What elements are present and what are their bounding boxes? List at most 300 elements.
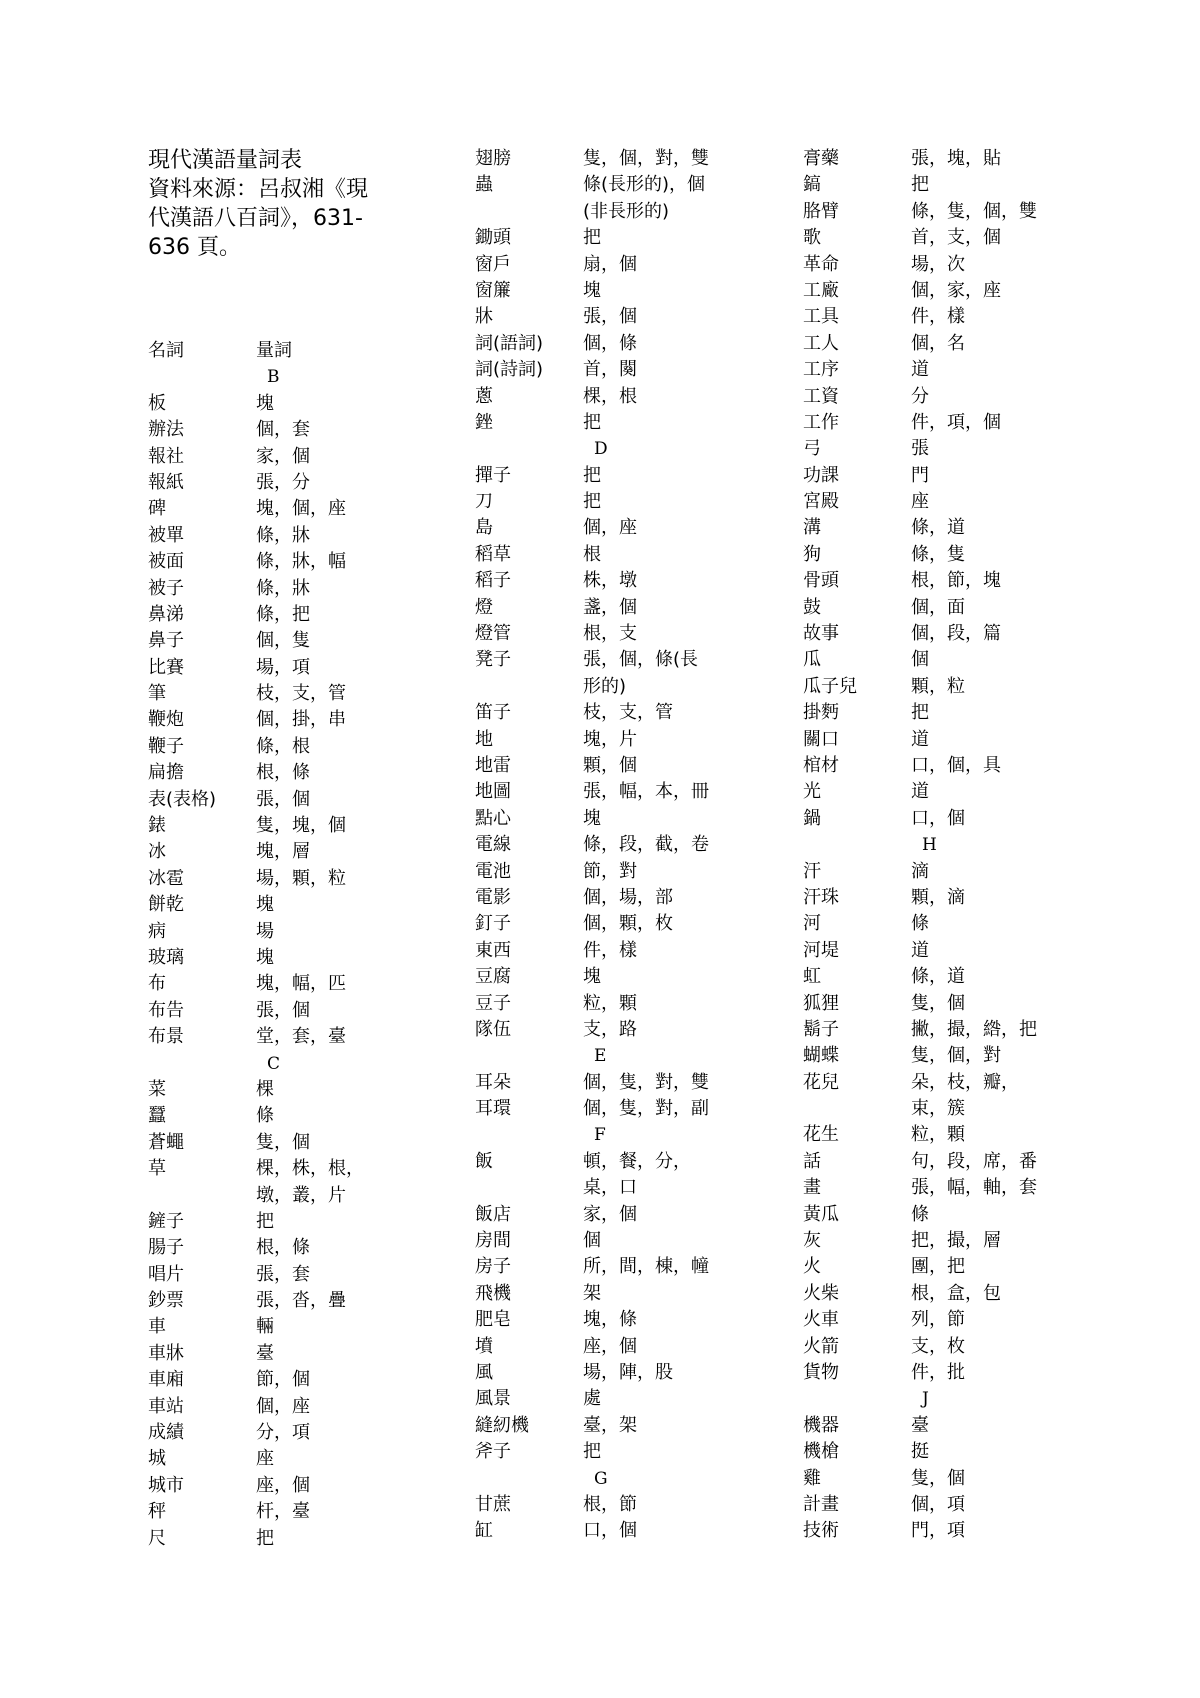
noun-cell: 蔥 <box>475 385 493 407</box>
measure-word-cell: 墩，叢，片 <box>256 1184 346 1206</box>
measure-word-cell: 架 <box>583 1282 601 1304</box>
table-row <box>148 1103 468 1129</box>
table-row <box>803 1096 1123 1122</box>
table-row <box>475 1360 795 1386</box>
measure-word-cell: 根，條 <box>256 1237 310 1259</box>
table-row <box>803 1043 1123 1069</box>
table-row <box>803 911 1123 937</box>
noun-cell: 房間 <box>475 1230 511 1252</box>
noun-cell: 掛麪 <box>803 702 839 724</box>
measure-word-cell: 塊 <box>583 279 601 301</box>
table-row <box>803 727 1123 753</box>
table-row <box>475 1307 795 1333</box>
measure-word-cell: 首，闋 <box>583 359 637 381</box>
table-row <box>148 787 468 813</box>
table-row <box>475 753 795 779</box>
noun-cell: 工具 <box>803 306 839 328</box>
noun-cell: 功課 <box>803 464 839 486</box>
noun-cell: 刀 <box>475 491 493 513</box>
noun-cell <box>803 1096 911 1122</box>
noun-cell: 撣子 <box>475 464 511 486</box>
table-column-2 <box>475 146 795 1545</box>
noun-cell: 菜 <box>148 1078 166 1100</box>
source-line: 636 頁。 <box>148 235 241 260</box>
table-row <box>148 892 468 918</box>
noun-cell: 唱片 <box>148 1263 184 1285</box>
measure-word-cell: 支，枚 <box>911 1335 965 1357</box>
measure-word-cell: 處 <box>583 1388 601 1410</box>
table-row <box>148 1314 468 1340</box>
column-3-rows <box>803 146 1123 1545</box>
table-row <box>475 304 795 330</box>
column-header-row <box>148 338 468 364</box>
noun-cell: 鎬 <box>803 174 821 196</box>
section-letter: J <box>922 1389 929 1410</box>
measure-word-cell: 把 <box>583 491 601 513</box>
measure-word-cell: 條 <box>911 1203 929 1225</box>
table-row <box>148 813 468 839</box>
noun-cell: 風 <box>475 1361 493 1383</box>
noun-cell: 耳朵 <box>475 1071 511 1093</box>
noun-cell: 笛子 <box>475 702 511 724</box>
measure-word-cell: 塊，層 <box>256 841 310 863</box>
measure-word-cell: 頓，餐，分， <box>583 1150 691 1172</box>
measure-word-cell: 扇，個 <box>583 253 637 275</box>
measure-word-cell: 口，個 <box>911 807 965 829</box>
noun-cell: 棺材 <box>803 754 839 776</box>
noun-cell: 鈔票 <box>148 1290 184 1312</box>
measure-word-cell: 朵，枝，瓣， <box>911 1071 1019 1093</box>
table-row <box>148 1024 468 1050</box>
noun-cell: 灰 <box>803 1230 821 1252</box>
section-letter: G <box>594 1468 608 1489</box>
table-row <box>803 1202 1123 1228</box>
table-row <box>148 998 468 1024</box>
table-row <box>475 964 795 990</box>
measure-word-cell: 形的) <box>583 675 627 697</box>
measure-word-cell: 分，項 <box>256 1422 310 1444</box>
table-row <box>148 576 468 602</box>
measure-word-cell: 座，個 <box>256 1474 310 1496</box>
table-row <box>148 470 468 496</box>
table-row <box>475 938 795 964</box>
noun-cell: 蟲 <box>475 174 493 196</box>
measure-word-cell: 隻，個 <box>911 1467 965 1489</box>
table-row <box>803 964 1123 990</box>
table-row <box>803 1070 1123 1096</box>
noun-cell: 房子 <box>475 1256 511 1278</box>
table-row <box>148 1156 468 1182</box>
noun-cell: 機槍 <box>803 1441 839 1463</box>
table-row <box>475 463 795 489</box>
table-row <box>475 991 795 1017</box>
measure-word-cell: 首，支，個 <box>911 227 1001 249</box>
table-row <box>475 199 795 225</box>
noun-cell: 被子 <box>148 577 184 599</box>
noun-cell: 被單 <box>148 524 184 546</box>
measure-word-cell: 個，場，部 <box>583 886 673 908</box>
measure-word-cell: 列，節 <box>911 1309 965 1331</box>
measure-word-cell: 口，個 <box>583 1520 637 1542</box>
table-row <box>803 1466 1123 1492</box>
noun-cell: 辦法 <box>148 419 184 441</box>
table-row <box>803 674 1123 700</box>
measure-header: 量詞 <box>256 340 292 361</box>
table-row <box>148 1209 468 1235</box>
table-row <box>475 489 795 515</box>
noun-cell <box>475 199 583 225</box>
noun-cell: 肥皂 <box>475 1309 511 1331</box>
measure-word-cell: 根 <box>583 543 601 565</box>
table-row <box>803 410 1123 436</box>
table-row <box>475 1202 795 1228</box>
noun-cell: 墳 <box>475 1335 493 1357</box>
table-row <box>475 568 795 594</box>
noun-cell: 城 <box>148 1448 166 1470</box>
measure-word-cell: 棵 <box>256 1078 274 1100</box>
table-row <box>148 1367 468 1393</box>
measure-word-cell: 臺 <box>911 1414 929 1436</box>
measure-word-cell: 座，個 <box>583 1335 637 1357</box>
table-row <box>475 1334 795 1360</box>
measure-word-cell: 道 <box>911 728 929 750</box>
noun-cell: 火箭 <box>803 1335 839 1357</box>
measure-word-cell: 道 <box>911 781 929 803</box>
table-row <box>803 991 1123 1017</box>
column-2-rows <box>475 146 795 1545</box>
table-row <box>148 602 468 628</box>
measure-word-cell: 顆，粒 <box>911 675 965 697</box>
measure-word-cell: 把 <box>583 1441 601 1463</box>
table-row <box>475 1413 795 1439</box>
noun-cell: 革命 <box>803 253 839 275</box>
noun-cell: 蒼蠅 <box>148 1131 184 1153</box>
measure-word-cell: 張，個，條(長 <box>583 649 699 671</box>
noun-cell: 布 <box>148 973 166 995</box>
measure-word-cell: 束，簇 <box>911 1098 965 1120</box>
measure-word-cell: 挺 <box>911 1441 929 1463</box>
noun-cell: 窗簾 <box>475 279 511 301</box>
table-row <box>148 655 468 681</box>
measure-word-cell: 張，幅，軸，套 <box>911 1177 1037 1199</box>
measure-word-cell: 分 <box>911 385 929 407</box>
noun-cell: 錶 <box>148 815 166 837</box>
noun-cell: 冰 <box>148 841 166 863</box>
measure-word-cell: 塊 <box>256 392 274 414</box>
table-row <box>475 595 795 621</box>
noun-cell: 草 <box>148 1158 166 1180</box>
table-row <box>475 146 795 172</box>
noun-cell: 銼 <box>475 411 493 433</box>
table-row <box>148 549 468 575</box>
measure-word-cell: 張，套 <box>256 1263 310 1285</box>
noun-cell: 報紙 <box>148 471 184 493</box>
noun-cell: 飯店 <box>475 1203 511 1225</box>
noun-cell: 缸 <box>475 1520 493 1542</box>
noun-cell: 光 <box>803 781 821 803</box>
measure-word-cell: 顆，個 <box>583 754 637 776</box>
measure-word-cell: 條(長形的)，個 <box>583 174 706 196</box>
noun-cell: 城市 <box>148 1474 184 1496</box>
table-row <box>803 172 1123 198</box>
noun-cell: 甘蔗 <box>475 1493 511 1515</box>
measure-word-cell: 張，沓，疊 <box>256 1290 346 1312</box>
measure-word-cell: 株，墩 <box>583 570 637 592</box>
measure-word-cell: 條 <box>256 1105 274 1127</box>
noun-cell: 關口 <box>803 728 839 750</box>
section-letter: F <box>594 1125 606 1146</box>
table-row <box>475 172 795 198</box>
noun-cell: 表(表格) <box>148 788 217 810</box>
table-row <box>803 199 1123 225</box>
noun-cell: 電池 <box>475 860 511 882</box>
noun-cell: 布景 <box>148 1026 184 1048</box>
noun-cell: 地雷 <box>475 754 511 776</box>
noun-cell: 腸子 <box>148 1237 184 1259</box>
measure-word-cell: 道 <box>911 939 929 961</box>
table-row <box>803 885 1123 911</box>
table-row <box>803 463 1123 489</box>
table-row <box>148 760 468 786</box>
table-row <box>803 304 1123 330</box>
table-row <box>803 568 1123 594</box>
noun-cell: 蝴蝶 <box>803 1045 839 1067</box>
table-row <box>148 866 468 892</box>
table-column-3 <box>803 146 1123 1545</box>
table-row <box>148 1341 468 1367</box>
noun-cell: 冰雹 <box>148 867 184 889</box>
measure-word-cell: 個，面 <box>911 596 965 618</box>
noun-cell: 鋤頭 <box>475 227 511 249</box>
measure-word-cell: 撇，撮，綹，把 <box>911 1018 1037 1040</box>
noun-cell: 隊伍 <box>475 1018 511 1040</box>
table-row <box>475 779 795 805</box>
noun-cell: 機器 <box>803 1414 839 1436</box>
table-row <box>475 515 795 541</box>
table-row <box>803 938 1123 964</box>
table-row <box>803 489 1123 515</box>
section-letter: B <box>267 367 280 388</box>
measure-word-cell: 棵，株，根， <box>256 1158 364 1180</box>
noun-cell: 骨頭 <box>803 570 839 592</box>
table-column-1 <box>148 338 468 1552</box>
measure-word-cell: 隻，塊，個 <box>256 815 346 837</box>
table-row <box>803 1307 1123 1333</box>
table-row <box>148 1183 468 1209</box>
table-row <box>803 1518 1123 1544</box>
measure-word-cell: 條，道 <box>911 517 965 539</box>
measure-word-cell: 隻，個 <box>911 992 965 1014</box>
noun-cell: 筆 <box>148 683 166 705</box>
measure-word-cell: 門 <box>911 464 929 486</box>
noun-cell: 胳臂 <box>803 200 839 222</box>
measure-word-cell: 條，根 <box>256 735 310 757</box>
table-row <box>475 1175 795 1201</box>
noun-cell: 話 <box>803 1150 821 1172</box>
measure-word-cell: 座 <box>911 491 929 513</box>
table-row <box>148 1473 468 1499</box>
noun-cell: 鞭炮 <box>148 709 184 731</box>
measure-word-cell: 塊，個，座 <box>256 498 346 520</box>
measure-word-cell: 把 <box>256 1527 274 1549</box>
table-row <box>475 911 795 937</box>
table-row <box>475 1492 795 1518</box>
noun-cell: 斧子 <box>475 1441 511 1463</box>
measure-word-cell: 張，幅，本，冊 <box>583 781 709 803</box>
noun-cell <box>475 674 583 700</box>
noun-cell: 點心 <box>475 807 511 829</box>
noun-cell: 飯 <box>475 1150 493 1172</box>
measure-word-cell: 句，段，席，番 <box>911 1150 1037 1172</box>
table-row <box>475 542 795 568</box>
measure-word-cell: 所，間，棟，幢 <box>583 1256 709 1278</box>
noun-cell: 花生 <box>803 1124 839 1146</box>
noun-cell: 牀 <box>475 306 493 328</box>
table-row <box>148 417 468 443</box>
measure-word-cell: 臺 <box>256 1342 274 1364</box>
table-row <box>803 753 1123 779</box>
noun-cell: 翅膀 <box>475 148 511 169</box>
measure-word-cell: 塊，片 <box>583 728 637 750</box>
table-row <box>475 647 795 673</box>
table-row <box>148 1235 468 1261</box>
measure-word-cell: 支，路 <box>583 1018 637 1040</box>
noun-cell: 工作 <box>803 411 839 433</box>
measure-word-cell: 個 <box>911 649 929 671</box>
noun-cell: 膏藥 <box>803 148 839 169</box>
table-row <box>803 779 1123 805</box>
noun-cell: 工序 <box>803 359 839 381</box>
measure-word-cell: 張，分 <box>256 471 310 493</box>
noun-cell: 鍋 <box>803 807 821 829</box>
noun-cell: 鞭子 <box>148 735 184 757</box>
noun-cell: 雞 <box>803 1467 821 1489</box>
measure-word-cell: 張，個 <box>256 999 310 1021</box>
measure-word-cell: 團，把 <box>911 1256 965 1278</box>
noun-cell: 車牀 <box>148 1342 184 1364</box>
measure-word-cell: 把 <box>583 464 601 486</box>
measure-word-cell: 條，段，截，卷 <box>583 834 709 856</box>
measure-word-cell: 個，項 <box>911 1493 965 1515</box>
measure-word-cell: 輛 <box>256 1316 274 1338</box>
measure-word-cell: 家，個 <box>583 1203 637 1225</box>
table-row <box>148 1420 468 1446</box>
noun-cell: 燈 <box>475 596 493 618</box>
table-row <box>803 331 1123 357</box>
measure-word-cell: 枝，支，管 <box>256 683 346 705</box>
table-row <box>803 700 1123 726</box>
noun-header: 名詞 <box>148 340 184 361</box>
table-row <box>803 384 1123 410</box>
noun-cell: 車站 <box>148 1395 184 1417</box>
table-row <box>803 436 1123 462</box>
section-letter: D <box>594 439 608 460</box>
table-row <box>475 331 795 357</box>
measure-word-cell: 場，顆，粒 <box>256 867 346 889</box>
table-row <box>803 1017 1123 1043</box>
noun-cell: 成績 <box>148 1422 184 1444</box>
measure-word-cell: 把 <box>911 702 929 724</box>
measure-word-cell: 塊，條 <box>583 1309 637 1331</box>
noun-cell: 瓜子兒 <box>803 675 857 697</box>
noun-cell: 地 <box>475 728 493 750</box>
table-row <box>475 674 795 700</box>
measure-word-cell: 道 <box>911 359 929 381</box>
table-row <box>475 357 795 383</box>
noun-cell: 火柴 <box>803 1282 839 1304</box>
noun-cell: 比賽 <box>148 656 184 678</box>
measure-word-cell: 塊 <box>583 807 601 829</box>
measure-word-cell: 根，條 <box>256 762 310 784</box>
measure-word-cell: 座 <box>256 1448 274 1470</box>
measure-word-cell: 滴 <box>911 860 929 882</box>
noun-cell: 凳子 <box>475 649 511 671</box>
noun-cell: 病 <box>148 920 166 942</box>
noun-cell: 島 <box>475 517 493 539</box>
measure-word-cell: 把，撮，層 <box>911 1230 1001 1252</box>
table-row <box>803 1254 1123 1280</box>
noun-cell <box>475 1175 583 1201</box>
noun-cell: 窗戶 <box>475 253 511 275</box>
table-row <box>148 1446 468 1472</box>
noun-cell: 故事 <box>803 623 839 645</box>
noun-cell: 豆子 <box>475 992 511 1014</box>
noun-cell: 宮殿 <box>803 491 839 513</box>
measure-word-cell: (非長形的) <box>583 200 670 222</box>
table-row <box>803 1439 1123 1465</box>
table-row <box>148 444 468 470</box>
noun-cell: 溝 <box>803 517 821 539</box>
noun-cell: 畫 <box>803 1177 821 1199</box>
title-line: 現代漢語量詞表 <box>148 148 303 173</box>
measure-word-cell: 把 <box>583 411 601 433</box>
table-row <box>148 971 468 997</box>
measure-word-cell: 張，個 <box>256 788 310 810</box>
table-row <box>148 628 468 654</box>
noun-cell: 豆腐 <box>475 966 511 988</box>
noun-cell: 鼻涕 <box>148 603 184 625</box>
table-row <box>475 1017 795 1043</box>
measure-word-cell: 個，掛，串 <box>256 709 346 731</box>
noun-cell: 報社 <box>148 445 184 467</box>
measure-word-cell: 件，樣 <box>583 939 637 961</box>
measure-word-cell: 臺，架 <box>583 1414 637 1436</box>
measure-word-cell: 個，座 <box>256 1395 310 1417</box>
noun-cell: 地圖 <box>475 781 511 803</box>
table-row <box>803 1413 1123 1439</box>
table-row <box>475 1386 795 1412</box>
measure-word-cell: 粒，顆 <box>583 992 637 1014</box>
table-row <box>803 621 1123 647</box>
noun-cell: 車 <box>148 1316 166 1338</box>
measure-word-cell: 節，個 <box>256 1369 310 1391</box>
measure-word-cell: 件，批 <box>911 1361 965 1383</box>
measure-word-cell: 隻，個，對，雙 <box>583 148 709 169</box>
measure-word-cell: 個，家，座 <box>911 279 1001 301</box>
table-row <box>803 225 1123 251</box>
table-row <box>803 1334 1123 1360</box>
noun-cell: 計畫 <box>803 1493 839 1515</box>
noun-cell: 汗 <box>803 860 821 882</box>
measure-word-cell: 根，節，塊 <box>911 570 1001 592</box>
table-row <box>803 1149 1123 1175</box>
noun-cell: 縫紉機 <box>475 1414 529 1436</box>
noun-cell: 耳環 <box>475 1098 511 1120</box>
noun-cell: 工資 <box>803 385 839 407</box>
table-row <box>148 1077 468 1103</box>
noun-cell: 燈管 <box>475 623 511 645</box>
measure-word-cell: 條，牀 <box>256 577 310 599</box>
